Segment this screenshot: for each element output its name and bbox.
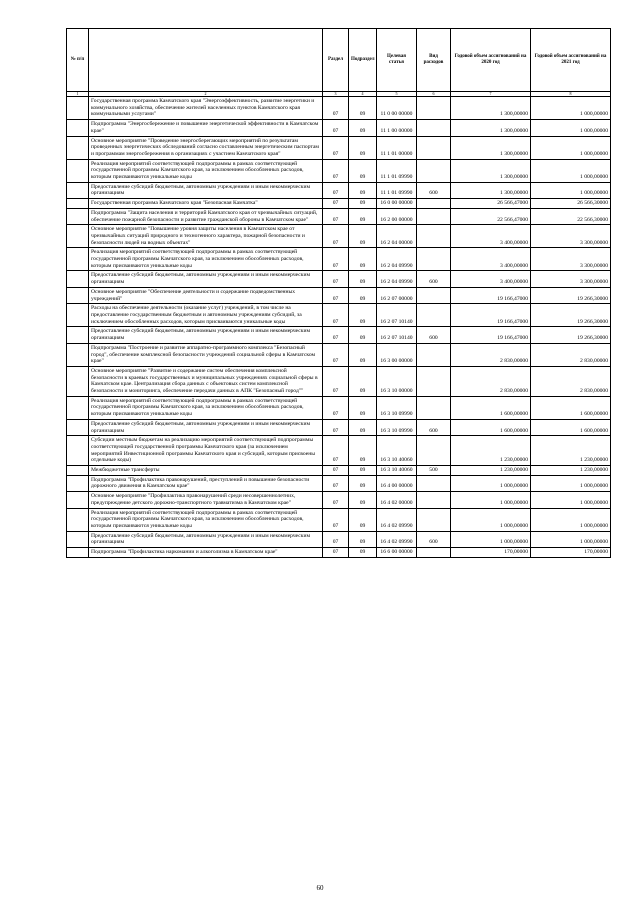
target-article-cell: 16 2 04 09990 [377,248,417,271]
razdel-cell: 07 [323,120,349,136]
item-name-cell: Государственная программа Камчатского края "Безопасная Камчатка" [89,199,323,209]
row-num-cell [67,396,89,419]
target-article-cell: 16 4 02 09990 [377,508,417,531]
item-name-cell: Подпрограмма "Профилактика правонарушений, преступлений и повышение безопасности дорожного движения в Камчатском крае" [89,475,323,491]
amount-2021-cell: 1 000,00000 [531,97,611,120]
podrazdel-cell: 09 [349,287,377,303]
item-name-cell: Предоставление субсидий бюджетным, автономным учреждениям и иным некоммерческим организациям [89,419,323,435]
row-num-cell [67,548,89,558]
amount-2021-cell: 1 600,00000 [531,396,611,419]
expense-type-cell [417,436,451,466]
item-name-cell: Подпрограмма "Построение и развитие аппаратно-программного комплекса "Безопасный город", обеспечение комплексной безопасности учреждений социальной сферы в Камчатском крае" [89,343,323,366]
podrazdel-cell: 09 [349,396,377,419]
razdel-cell: 07 [323,366,349,396]
expense-type-cell: 600 [417,271,451,287]
item-name-cell: Подпрограмма "Защита населения и территорий Камчатского края от чрезвычайных ситуаций, обеспечение пожарной безопасности и развитие гражданской обороны в Камчатском крае" [89,208,323,224]
podrazdel-cell: 09 [349,366,377,396]
item-name-cell: Основное мероприятие "Повышение уровня защиты населения в Камчатском крае от чрезвычайных ситуаций природного и техногенного характера, пожарной безопасности и безопасности людей на водных объектах" [89,225,323,248]
amount-2020-cell: 3 400,00000 [451,248,531,271]
table-row [67,419,611,435]
row-num-cell [67,136,89,159]
table-body [67,92,611,558]
podrazdel-cell: 09 [349,225,377,248]
target-article-cell: 16 3 10 09990 [377,396,417,419]
expense-type-cell [417,548,451,558]
table-row [67,97,611,120]
header-row [67,29,611,92]
row-num-cell [67,436,89,466]
amount-2020-cell: 1 300,00000 [451,159,531,182]
target-article-cell: 11 1 00 00000 [377,120,417,136]
razdel-cell: 07 [323,97,349,120]
item-name-cell: Реализация мероприятий соответствующей подпрограммы в рамках соответствующей государственной программы Камчатского края, за исключением обособленных расходов, которым присваиваются уникальные коды [89,396,323,419]
razdel-cell: 07 [323,548,349,558]
table-row [67,366,611,396]
header-podrazdel: Подраздел [349,29,377,92]
expense-type-cell [417,97,451,120]
razdel-cell: 07 [323,199,349,209]
header-num: № п/п [67,29,89,92]
podrazdel-cell: 09 [349,271,377,287]
row-num-cell [67,248,89,271]
item-name-cell: Межбюджетные трансферты [89,466,323,476]
expense-type-cell [417,199,451,209]
target-article-cell: 16 4 02 00000 [377,492,417,508]
razdel-cell: 07 [323,182,349,198]
amount-2021-cell: 19 266,30000 [531,327,611,343]
amount-2021-cell: 1 000,00000 [531,159,611,182]
amount-2021-cell: 1 600,00000 [531,419,611,435]
table-row [67,466,611,476]
row-num-cell [67,120,89,136]
row-num-cell [67,492,89,508]
razdel-cell: 07 [323,419,349,435]
razdel-cell: 07 [323,225,349,248]
target-article-cell: 16 3 10 00000 [377,366,417,396]
amount-2020-cell: 1 600,00000 [451,396,531,419]
amount-2021-cell: 3 300,00000 [531,225,611,248]
podrazdel-cell: 09 [349,182,377,198]
header-name [89,29,323,92]
item-name-cell: Подпрограмма "Профилактика наркомании и алкоголизма в Камчатском крае" [89,548,323,558]
index-cell: 5 [377,92,417,97]
table-row [67,508,611,531]
item-name-cell: Реализация мероприятий соответствующей подпрограммы в рамках соответствующей государственной программы Камчатского края, за исключением обособленных расходов, которым присваиваются уникальные коды [89,159,323,182]
row-num-cell [67,287,89,303]
amount-2020-cell: 1 300,00000 [451,120,531,136]
target-article-cell: 16 2 07 10140 [377,304,417,327]
target-article-cell: 16 2 00 00000 [377,208,417,224]
table-row [67,159,611,182]
index-cell: 6 [417,92,451,97]
amount-2021-cell: 1 000,00000 [531,182,611,198]
expense-type-cell: 600 [417,531,451,547]
row-num-cell [67,225,89,248]
amount-2021-cell: 22 566,30000 [531,208,611,224]
target-article-cell: 11 0 00 00000 [377,97,417,120]
expense-type-cell [417,248,451,271]
amount-2020-cell: 2 830,00000 [451,366,531,396]
index-cell: 2 [89,92,323,97]
podrazdel-cell: 09 [349,208,377,224]
razdel-cell: 07 [323,492,349,508]
razdel-cell: 07 [323,248,349,271]
podrazdel-cell: 09 [349,475,377,491]
header-razdel: Раздел [323,29,349,92]
header-y2020: Годовой объем ассигнований на 2020 год [451,29,531,92]
target-article-cell: 16 3 10 40060 [377,436,417,466]
row-num-cell [67,531,89,547]
amount-2021-cell: 1 000,00000 [531,492,611,508]
row-num-cell [67,182,89,198]
row-num-cell [67,475,89,491]
row-num-cell [67,343,89,366]
amount-2021-cell: 1 000,00000 [531,508,611,531]
amount-2021-cell: 26 566,30000 [531,199,611,209]
table-row [67,287,611,303]
amount-2020-cell: 1 300,00000 [451,97,531,120]
expense-type-cell [417,508,451,531]
row-num-cell [67,366,89,396]
page-number: 60 [316,884,324,892]
amount-2020-cell: 19 166,47000 [451,287,531,303]
table-row [67,492,611,508]
expense-type-cell: 600 [417,182,451,198]
amount-2020-cell: 1 230,00000 [451,466,531,476]
amount-2020-cell: 170,00000 [451,548,531,558]
target-article-cell: 16 3 10 40060 [377,466,417,476]
item-name-cell: Предоставление субсидий бюджетным, автономным учреждениям и иным некоммерческим организациям [89,182,323,198]
appropriations-table [66,28,611,558]
amount-2021-cell: 2 830,00000 [531,366,611,396]
podrazdel-cell: 09 [349,199,377,209]
item-name-cell: Основное мероприятие "Обеспечение деятельности и содержание подведомственных учреждений" [89,287,323,303]
amount-2021-cell: 1 000,00000 [531,531,611,547]
amount-2021-cell: 1 230,00000 [531,466,611,476]
target-article-cell: 16 2 04 00000 [377,225,417,248]
row-num-cell [67,159,89,182]
amount-2020-cell: 1 000,00000 [451,531,531,547]
amount-2021-cell: 1 230,00000 [531,436,611,466]
index-cell: 7 [451,92,531,97]
table-row [67,396,611,419]
podrazdel-cell: 09 [349,548,377,558]
amount-2021-cell: 3 300,00000 [531,271,611,287]
amount-2021-cell: 1 000,00000 [531,136,611,159]
razdel-cell: 07 [323,531,349,547]
index-cell: 8 [531,92,611,97]
table-row [67,248,611,271]
podrazdel-cell: 09 [349,531,377,547]
index-cell: 4 [349,92,377,97]
amount-2020-cell: 1 000,00000 [451,492,531,508]
podrazdel-cell: 09 [349,304,377,327]
item-name-cell: Подпрограмма "Энергосбережение и повышение энергетической эффективности в Камчатском крае" [89,120,323,136]
table-row [67,327,611,343]
podrazdel-cell: 09 [349,466,377,476]
amount-2020-cell: 1 230,00000 [451,436,531,466]
table-row [67,548,611,558]
podrazdel-cell: 09 [349,419,377,435]
amount-2020-cell: 19 166,47000 [451,304,531,327]
amount-2021-cell: 2 830,00000 [531,343,611,366]
amount-2020-cell: 26 566,47000 [451,199,531,209]
item-name-cell: Предоставление субсидий бюджетным, автономным учреждениям и иным некоммерческим организациям [89,271,323,287]
podrazdel-cell: 09 [349,120,377,136]
razdel-cell: 07 [323,271,349,287]
target-article-cell: 16 4 02 09990 [377,531,417,547]
table-row [67,436,611,466]
expense-type-cell [417,492,451,508]
target-article-cell: 16 2 07 10140 [377,327,417,343]
table-row [67,475,611,491]
header-y2021: Годовой объем ассигнований на 2021 год [531,29,611,92]
amount-2020-cell: 1 300,00000 [451,182,531,198]
expense-type-cell [417,475,451,491]
target-article-cell: 16 2 07 00000 [377,287,417,303]
razdel-cell: 07 [323,327,349,343]
item-name-cell: Основное мероприятие "Проведение энергосберегающих мероприятий по результатам проведенных энергетических обследований согласно составленным энергетическим паспортам и программам энергосбережения в организациях с участием Камчатского края" [89,136,323,159]
expense-type-cell [417,287,451,303]
expense-type-cell [417,366,451,396]
target-article-cell: 16 2 04 09990 [377,271,417,287]
target-article-cell: 11 1 01 00000 [377,136,417,159]
expense-type-cell [417,396,451,419]
row-num-cell [67,466,89,476]
amount-2020-cell: 1 300,00000 [451,136,531,159]
table-row [67,304,611,327]
amount-2021-cell: 3 300,00000 [531,248,611,271]
amount-2020-cell: 19 166,47000 [451,327,531,343]
table-row [67,531,611,547]
podrazdel-cell: 09 [349,136,377,159]
index-cell: 1 [67,92,89,97]
item-name-cell: Реализация мероприятий соответствующей подпрограммы в рамках соответствующей государственной программы Камчатского края, за исключением обособленных расходов, которым присваиваются уникальные коды [89,248,323,271]
razdel-cell: 07 [323,466,349,476]
podrazdel-cell: 09 [349,327,377,343]
item-name-cell: Предоставление субсидий бюджетным, автономным учреждениям и иным некоммерческим организациям [89,531,323,547]
table-row [67,182,611,198]
expense-type-cell: 600 [417,327,451,343]
podrazdel-cell: 09 [349,508,377,531]
row-num-cell [67,327,89,343]
amount-2020-cell: 3 400,00000 [451,225,531,248]
expense-type-cell [417,304,451,327]
amount-2021-cell: 170,00000 [531,548,611,558]
table-row [67,271,611,287]
razdel-cell: 07 [323,508,349,531]
expense-type-cell [417,343,451,366]
item-name-cell: Субсидии местным бюджетам на реализацию мероприятий соответствующей подпрограммы соответствующей государственной программы Камчатского края (за исключением мероприятий Инвестиционной программы Камчатского края и субсидий, которым присвоены отдельные коды) [89,436,323,466]
row-num-cell [67,208,89,224]
razdel-cell: 07 [323,136,349,159]
amount-2021-cell: 19 266,30000 [531,287,611,303]
item-name-cell: Предоставление субсидий бюджетным, автономным учреждениям и иным некоммерческим организациям [89,327,323,343]
header-vid: Вид расходов [417,29,451,92]
amount-2020-cell: 2 830,00000 [451,343,531,366]
item-name-cell: Реализация мероприятий соответствующей подпрограммы в рамках соответствующей государственной программы Камчатского края, за исключением обособленных расходов, которым присваиваются уникальные коды [89,508,323,531]
target-article-cell: 16 0 00 00000 [377,199,417,209]
amount-2020-cell: 1 000,00000 [451,475,531,491]
razdel-cell: 07 [323,475,349,491]
amount-2020-cell: 3 400,00000 [451,271,531,287]
razdel-cell: 07 [323,159,349,182]
razdel-cell: 07 [323,436,349,466]
target-article-cell: 16 4 00 00000 [377,475,417,491]
header-target: Целевая статья [377,29,417,92]
podrazdel-cell: 09 [349,492,377,508]
razdel-cell: 07 [323,304,349,327]
item-name-cell: Расходы на обеспечение деятельности (оказание услуг) учреждений, в том числе на предоставление государственным бюджетным и автономным учреждениям субсидий, за исключением обособленных расходов, которым присваиваются уникальные коды [89,304,323,327]
row-num-cell [67,304,89,327]
expense-type-cell [417,136,451,159]
expense-type-cell [417,225,451,248]
expense-type-cell: 500 [417,466,451,476]
expense-type-cell: 600 [417,419,451,435]
razdel-cell: 07 [323,343,349,366]
expense-type-cell [417,159,451,182]
razdel-cell: 07 [323,396,349,419]
table-row [67,208,611,224]
target-article-cell: 16 3 10 09990 [377,419,417,435]
row-num-cell [67,97,89,120]
target-article-cell: 16 6 00 00000 [377,548,417,558]
podrazdel-cell: 09 [349,159,377,182]
row-num-cell [67,199,89,209]
table-row [67,199,611,209]
podrazdel-cell: 09 [349,248,377,271]
table-row [67,225,611,248]
item-name-cell: Основное мероприятие "Развитие и содержание систем обеспечения комплексной безопасности в краевых государственных и муниципальных учреждениях социальной сферы в Камчатском крае. Централизация сбора данных с объектовых систем комплексной безопасности и мониторинга, обеспечение передачи данных в АПК "Безопасный город"" [89,366,323,396]
target-article-cell: 11 1 01 09990 [377,182,417,198]
table-row [67,120,611,136]
amount-2021-cell: 1 000,00000 [531,120,611,136]
item-name-cell: Основное мероприятие "Профилактика правонарушений среди несовершеннолетних, предупреждение детского дорожно-транспортного травматизма в Камчатском крае" [89,492,323,508]
item-name-cell: Государственная программа Камчатского края "Энергоэффективность, развитие энергетики и коммунального хозяйства, обеспечение жителей населенных пунктов Камчатского края коммунальными услугами" [89,97,323,120]
expense-type-cell [417,120,451,136]
table-row [67,136,611,159]
row-num-cell [67,271,89,287]
razdel-cell: 07 [323,208,349,224]
expense-type-cell [417,208,451,224]
target-article-cell: 16 3 00 00000 [377,343,417,366]
amount-2020-cell: 1 600,00000 [451,419,531,435]
amount-2020-cell: 1 000,00000 [451,508,531,531]
index-cell: 3 [323,92,349,97]
amount-2021-cell: 1 000,00000 [531,475,611,491]
amount-2021-cell: 19 266,30000 [531,304,611,327]
target-article-cell: 11 1 01 09990 [377,159,417,182]
podrazdel-cell: 09 [349,343,377,366]
podrazdel-cell: 09 [349,97,377,120]
podrazdel-cell: 09 [349,436,377,466]
row-num-cell [67,419,89,435]
amount-2020-cell: 22 566,47000 [451,208,531,224]
row-num-cell [67,508,89,531]
table-row [67,343,611,366]
razdel-cell: 07 [323,287,349,303]
